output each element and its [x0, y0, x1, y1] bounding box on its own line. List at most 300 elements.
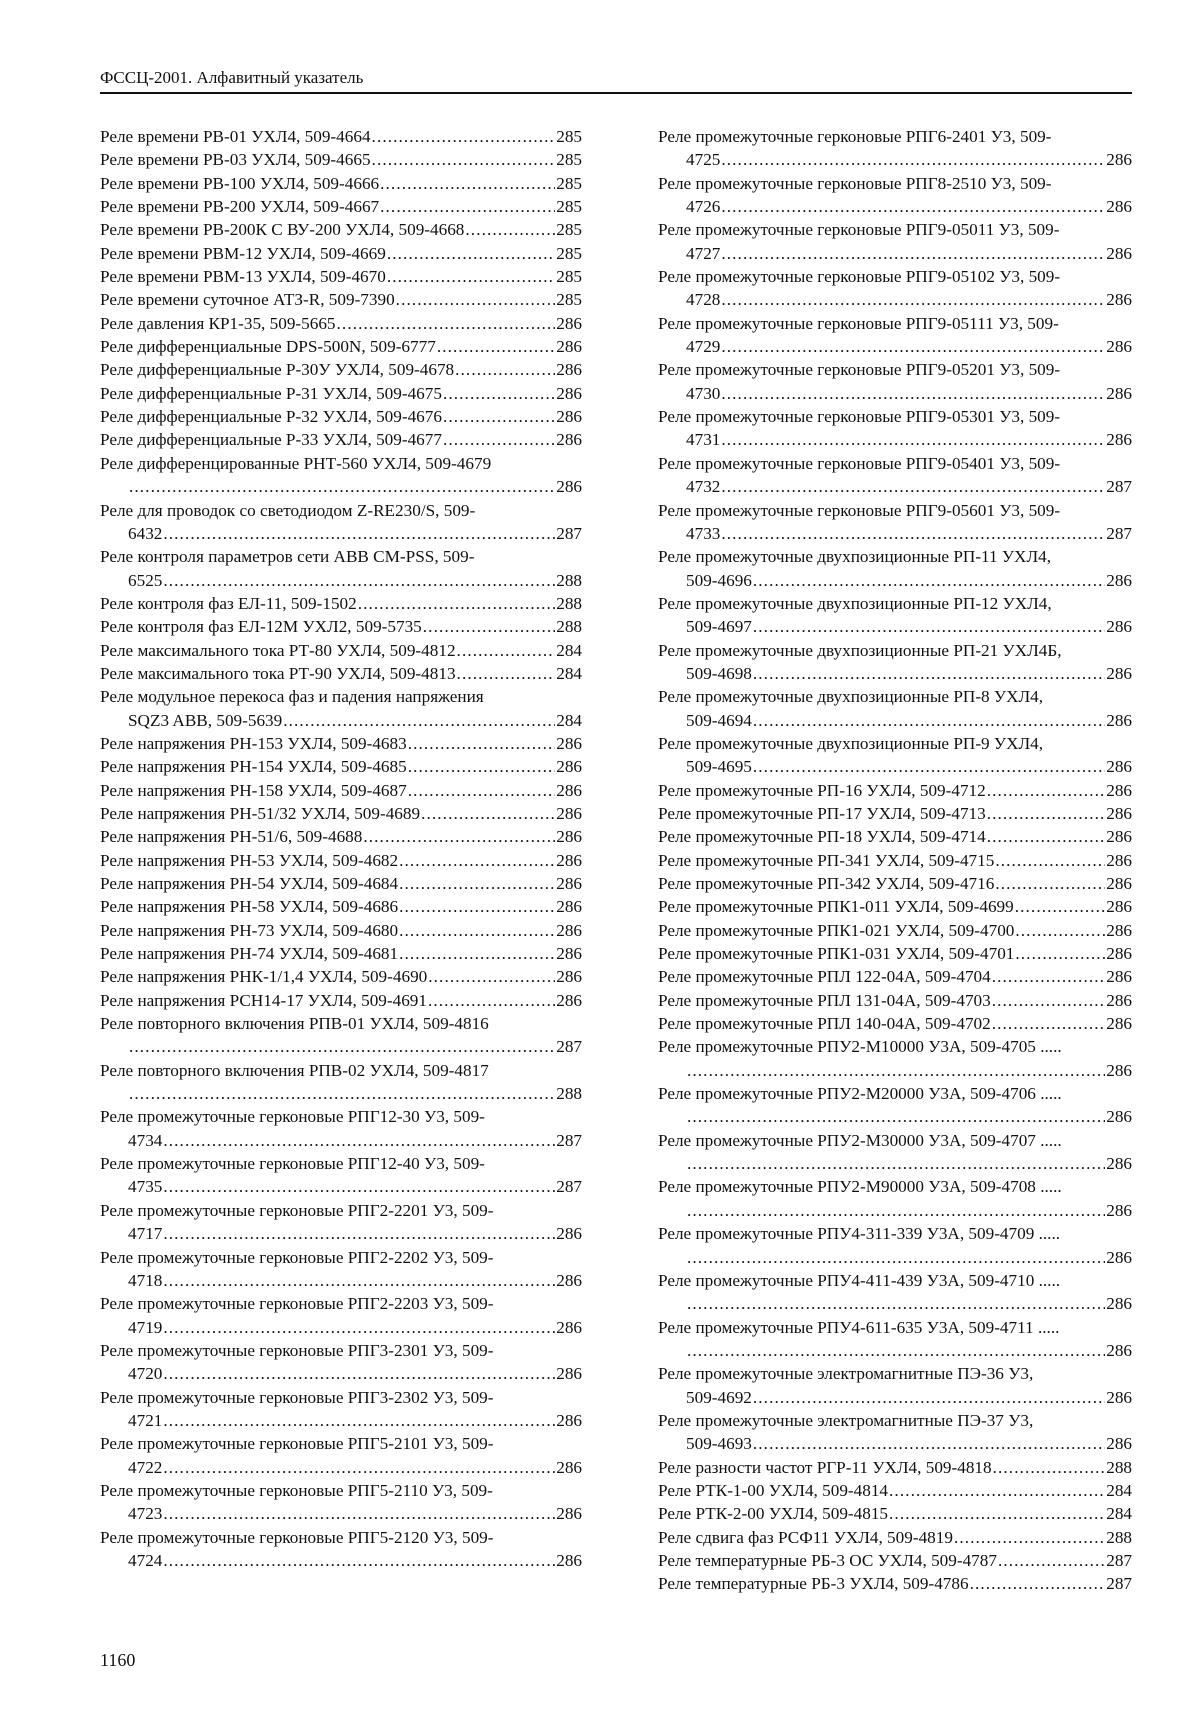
entry-text: Реле дифференциальные Р-31 УХЛ4, 509-4675: [100, 383, 442, 403]
index-entry: [100, 1199, 582, 1246]
entry-line: [658, 475, 1132, 498]
entry-text: 4733: [686, 523, 721, 543]
entry-line: [100, 265, 582, 288]
entry-page-ref: 286: [1106, 1434, 1132, 1454]
entry-page-ref: 286: [1106, 1107, 1132, 1127]
leader-dots: [721, 522, 1105, 545]
leader-dots: [995, 872, 1105, 895]
index-entry: [658, 499, 1132, 546]
entry-page-ref: 286: [1106, 570, 1132, 590]
leader-dots: [163, 1456, 555, 1479]
index-entry: [658, 125, 1132, 172]
leader-dots: [163, 1222, 555, 1245]
index-entry: [658, 1316, 1132, 1363]
index-entry: [100, 1292, 582, 1339]
entry-page-ref: 286: [1106, 1294, 1132, 1314]
entry-line: [100, 335, 582, 358]
entry-page-ref: 286: [556, 990, 582, 1010]
entry-text: 509-4692: [686, 1387, 752, 1407]
leader-dots: [408, 779, 556, 802]
index-entry: [658, 592, 1132, 639]
entry-page-ref: 285: [556, 150, 582, 170]
entry-line: [100, 989, 582, 1012]
entry-text: SQZ3 ABB, 509-5639: [128, 710, 283, 730]
index-entry: [658, 779, 1132, 802]
entry-page-ref: 286: [556, 733, 582, 753]
index-entry: [100, 499, 582, 546]
entry-text: 4719: [128, 1317, 163, 1337]
entry-text: Реле напряжения РН-158 УХЛ4, 509-4687: [100, 780, 407, 800]
entry-text: Реле промежуточные РПК1-011 УХЛ4, 509-4699: [658, 897, 1014, 917]
entry-line: [100, 592, 582, 615]
entry-line: [658, 1479, 1132, 1502]
entry-text: Реле промежуточные РПЛ 131-04А, 509-4703: [658, 990, 991, 1010]
index-entry: [658, 919, 1132, 942]
entry-page-ref: 286: [1106, 1387, 1132, 1407]
index-entry: [658, 1526, 1132, 1549]
index-entry: [658, 1175, 1132, 1222]
leader-dots: [1015, 919, 1105, 942]
entry-heading: Реле промежуточные электромагнитные ПЭ-37 У3,: [658, 1410, 1034, 1430]
entry-page-ref: 286: [1106, 663, 1132, 683]
index-entry: [100, 1386, 582, 1433]
index-entry: [100, 639, 582, 662]
entry-line: [658, 428, 1132, 451]
entry-heading: Реле промежуточные РПУ2-М30000 У3А, 509-4707 .....: [658, 1130, 1062, 1150]
entry-page-ref: 286: [1106, 967, 1132, 987]
index-column-left: [100, 125, 582, 1572]
leader-dots: [163, 522, 555, 545]
entry-text: 4720: [128, 1364, 163, 1384]
leader-dots: [970, 1572, 1106, 1595]
entry-text: 509-4698: [686, 663, 752, 683]
entry-text: 509-4694: [686, 710, 752, 730]
index-entry: [658, 1549, 1132, 1572]
entry-line: [658, 1502, 1132, 1525]
header-rule: [100, 92, 1132, 94]
entry-line: [658, 335, 1132, 358]
entry-text: Реле РТК-1-00 УХЛ4, 509-4814: [658, 1480, 889, 1500]
leader-dots: [995, 849, 1105, 872]
entry-text: 4725: [686, 150, 721, 170]
entry-line: [658, 1105, 1132, 1128]
entry-heading: Реле промежуточные герконовые РПГ9-05601 У3, 509-: [658, 500, 1061, 520]
index-entry: [100, 405, 582, 428]
entry-heading: Реле промежуточные герконовые РПГ2-2203 У3, 509-: [100, 1294, 494, 1314]
index-entry: [658, 545, 1132, 592]
entry-line: [100, 288, 582, 311]
entry-text: Реле времени РВ-200К С ВУ-200 УХЛ4, 509-4668: [100, 220, 465, 240]
leader-dots: [687, 1059, 1105, 1082]
entry-page-ref: 286: [556, 803, 582, 823]
entry-page-ref: 286: [1106, 383, 1132, 403]
entry-page-ref: 285: [556, 243, 582, 263]
leader-dots: [889, 1502, 1105, 1525]
index-entry: [100, 195, 582, 218]
entry-heading: Реле промежуточные герконовые РПГ3-2302 У3, 509-: [100, 1387, 494, 1407]
index-entry: [100, 685, 582, 732]
index-entry: [100, 1059, 582, 1106]
leader-dots: [372, 148, 556, 171]
entry-heading: Реле промежуточные герконовые РПГ9-05111 У3, 509-: [658, 313, 1059, 333]
entry-line: [658, 1526, 1132, 1549]
running-header: ФССЦ-2001. Алфавитный указатель: [100, 68, 364, 87]
leader-dots: [423, 615, 555, 638]
leader-dots: [687, 1152, 1105, 1175]
entry-line: [100, 895, 582, 918]
index-entry: [100, 1105, 582, 1152]
entry-page-ref: 285: [556, 220, 582, 240]
entry-page-ref: 286: [1106, 874, 1132, 893]
entry-page-ref: 286: [556, 757, 582, 777]
leader-dots: [399, 849, 555, 872]
entry-text: Реле времени РВ-03 УХЛ4, 509-4665: [100, 150, 371, 170]
entry-text: Реле напряжения РН-153 УХЛ4, 509-4683: [100, 733, 407, 753]
entry-line: [100, 639, 582, 662]
index-entry: [658, 1456, 1132, 1479]
index-entry: [100, 545, 582, 592]
entry-text: Реле дифференциальные Р-30У УХЛ4, 509-4678: [100, 360, 455, 380]
index-entry: [658, 1012, 1132, 1035]
leader-dots: [721, 335, 1105, 358]
entry-page-ref: 286: [556, 1410, 582, 1430]
index-entry: [658, 872, 1132, 895]
entry-text: 4729: [686, 337, 721, 357]
entry-page-ref: 286: [556, 1317, 582, 1337]
entry-page-ref: 285: [556, 267, 582, 287]
index-entry: [100, 942, 582, 965]
leader-dots: [721, 195, 1105, 218]
entry-page-ref: 286: [1106, 803, 1132, 823]
entry-text: Реле дифференциальные DPS-500N, 509-6777: [100, 337, 436, 357]
entry-page-ref: 286: [1106, 827, 1132, 847]
entry-page-ref: 284: [556, 710, 582, 730]
entry-line: [100, 242, 582, 265]
index-entry: [658, 895, 1132, 918]
index-entry: [100, 755, 582, 778]
entry-page-ref: 286: [1106, 243, 1132, 263]
entry-line: [100, 662, 582, 685]
entry-line: [658, 779, 1132, 802]
entry-page-ref: 286: [556, 407, 582, 427]
leader-dots: [687, 1199, 1105, 1222]
index-entry: [100, 732, 582, 755]
entry-text: Реле времени РВ-200 УХЛ4, 509-4667: [100, 197, 380, 217]
index-entry: [100, 288, 582, 311]
index-entry: [658, 1129, 1132, 1176]
leader-dots: [163, 569, 555, 592]
entry-text: 509-4697: [686, 617, 752, 637]
entry-page-ref: 286: [556, 430, 582, 450]
leader-dots: [163, 1502, 555, 1525]
entry-line: [658, 942, 1132, 965]
entry-heading: Реле промежуточные РПУ4-311-339 У3А, 509-4709 .....: [658, 1224, 1061, 1244]
index-entry: [658, 452, 1132, 499]
entry-line: [100, 942, 582, 965]
index-entry: [100, 125, 582, 148]
leader-dots: [421, 802, 555, 825]
entry-heading: Реле промежуточные электромагнитные ПЭ-36 У3,: [658, 1364, 1034, 1384]
entry-line: [100, 569, 582, 592]
index-entry: [658, 639, 1132, 686]
index-entry: [658, 802, 1132, 825]
entry-line: [658, 615, 1132, 638]
leader-dots: [721, 382, 1105, 405]
entry-page-ref: 286: [556, 477, 582, 497]
entry-heading: Реле промежуточные герконовые РПГ9-05301 У3, 509-: [658, 407, 1061, 427]
entry-page-ref: 288: [556, 570, 582, 590]
entry-heading: Реле промежуточные герконовые РПГ6-2401 У3, 509-: [658, 127, 1052, 146]
leader-dots: [399, 942, 555, 965]
entry-line: [100, 732, 582, 755]
leader-dots: [987, 825, 1105, 848]
entry-line: [100, 1316, 582, 1339]
entry-page-ref: 286: [1106, 920, 1132, 940]
entry-page-ref: 286: [556, 1270, 582, 1290]
entry-text: Реле промежуточные РП-17 УХЛ4, 509-4713: [658, 803, 986, 823]
entry-text: Реле контроля фаз ЕЛ-11, 509-1502: [100, 593, 357, 613]
entry-line: [658, 849, 1132, 872]
leader-dots: [457, 639, 556, 662]
index-entry: [658, 1222, 1132, 1269]
entry-page-ref: 287: [556, 1130, 582, 1150]
leader-dots: [443, 405, 555, 428]
entry-heading: Реле для проводок со светодиодом Z-RE230/S, 509-: [100, 500, 476, 520]
entry-page-ref: 286: [1106, 197, 1132, 217]
entry-heading: Реле промежуточные герконовые РПГ2-2202 У3, 509-: [100, 1247, 494, 1267]
index-entry: [658, 825, 1132, 848]
entry-line: [100, 522, 582, 545]
leader-dots: [163, 1362, 555, 1385]
entry-page-ref: 286: [556, 967, 582, 987]
entry-line: [658, 755, 1132, 778]
entry-page-ref: 286: [1106, 990, 1132, 1010]
entry-line: [658, 1012, 1132, 1035]
entry-heading: Реле промежуточные герконовые РПГ9-05102 У3, 509-: [658, 267, 1061, 287]
index-entry: [658, 849, 1132, 872]
index-entry: [100, 172, 582, 195]
entry-page-ref: 286: [556, 337, 582, 357]
index-entry: [658, 989, 1132, 1012]
entry-text: Реле напряжения РН-51/32 УХЛ4, 509-4689: [100, 803, 421, 823]
leader-dots: [387, 265, 555, 288]
leader-dots: [163, 1129, 555, 1152]
index-entry: [658, 1082, 1132, 1129]
entry-line: [658, 662, 1132, 685]
entry-line: [658, 1339, 1132, 1362]
index-entry: [100, 428, 582, 451]
leader-dots: [380, 172, 555, 195]
entry-text: Реле максимального тока РТ-80 УХЛ4, 509-4812: [100, 640, 456, 660]
index-entry: [100, 965, 582, 988]
index-entry: [658, 1479, 1132, 1502]
index-entry: [658, 1409, 1132, 1456]
entry-line: [100, 615, 582, 638]
entry-text: Реле сдвига фаз РСФ11 УХЛ4, 509-4819: [658, 1527, 953, 1547]
entry-text: Реле промежуточные РП-341 УХЛ4, 509-4715: [658, 850, 995, 870]
entry-line: [100, 1549, 582, 1572]
leader-dots: [721, 148, 1105, 171]
entry-line: [100, 919, 582, 942]
index-entry: [100, 662, 582, 685]
index-entry: [100, 779, 582, 802]
entry-text: Реле промежуточные РП-342 УХЛ4, 509-4716: [658, 874, 995, 893]
leader-dots: [992, 989, 1105, 1012]
entry-text: Реле напряжения РН-54 УХЛ4, 509-4684: [100, 874, 399, 893]
index-entry: [100, 148, 582, 171]
leader-dots: [163, 1269, 555, 1292]
entry-line: [658, 1292, 1132, 1315]
entry-page-ref: 286: [556, 920, 582, 940]
leader-dots: [372, 125, 556, 148]
entry-text: Реле напряжения РН-53 УХЛ4, 509-4682: [100, 850, 399, 870]
index-entry: [100, 335, 582, 358]
entry-page-ref: 286: [1106, 1060, 1132, 1080]
entry-page-ref: 286: [556, 827, 582, 847]
leader-dots: [687, 1292, 1105, 1315]
entry-line: [100, 1175, 582, 1198]
index-entry: [658, 265, 1132, 312]
entry-page-ref: 286: [1106, 710, 1132, 730]
index-entry: [100, 312, 582, 335]
entry-page-ref: 286: [1106, 430, 1132, 450]
entry-line: [100, 779, 582, 802]
entry-heading: Реле модульное перекоса фаз и падения напряжения: [100, 687, 484, 707]
entry-line: [100, 358, 582, 381]
entry-line: [100, 1222, 582, 1245]
entry-text: Реле времени суточное АТЗ-R, 509-7390: [100, 290, 395, 310]
leader-dots: [428, 989, 555, 1012]
entry-page-ref: 286: [556, 1224, 582, 1244]
entry-line: [658, 1386, 1132, 1409]
entry-heading: Реле промежуточные герконовые РПГ5-2120 У3, 509-: [100, 1527, 494, 1547]
entry-text: 4727: [686, 243, 721, 263]
leader-dots: [1015, 942, 1105, 965]
leader-dots: [753, 662, 1105, 685]
leader-dots: [163, 1409, 555, 1432]
leader-dots: [721, 428, 1105, 451]
index-entry: [658, 1502, 1132, 1525]
leader-dots: [753, 709, 1105, 732]
leader-dots: [455, 358, 555, 381]
entry-line: [658, 288, 1132, 311]
entry-line: [658, 242, 1132, 265]
entry-text: Реле температурные РБ-3 ОС УХЛ4, 509-4787: [658, 1550, 997, 1570]
entry-line: [100, 802, 582, 825]
entry-text: Реле напряжения РН-73 УХЛ4, 509-4680: [100, 920, 399, 940]
entry-heading: Реле промежуточные РПУ4-411-439 У3А, 509-4710 .....: [658, 1270, 1061, 1290]
entry-line: [658, 522, 1132, 545]
entry-page-ref: 286: [1106, 1340, 1132, 1360]
entry-page-ref: 286: [1106, 780, 1132, 800]
index-entry: [100, 849, 582, 872]
leader-dots: [753, 615, 1105, 638]
leader-dots: [163, 1316, 555, 1339]
index-entry: [658, 1572, 1132, 1595]
index-entry: [658, 405, 1132, 452]
leader-dots: [1015, 895, 1105, 918]
entry-page-ref: 286: [556, 780, 582, 800]
index-entry: [658, 685, 1132, 732]
leader-dots: [721, 242, 1105, 265]
leader-dots: [129, 475, 555, 498]
entry-page-ref: 284: [556, 640, 582, 660]
entry-line: [658, 709, 1132, 732]
index-entry: [100, 989, 582, 1012]
entry-line: [658, 1549, 1132, 1572]
entry-text: 6432: [128, 523, 163, 543]
entry-heading: Реле промежуточные двухпозиционные РП-9 УХЛ4,: [658, 733, 1044, 753]
entry-text: Реле промежуточные РПК1-021 УХЛ4, 509-4700: [658, 920, 1015, 940]
leader-dots: [753, 569, 1105, 592]
entry-line: [658, 872, 1132, 895]
entry-text: Реле напряжения РНК-1/1,4 УХЛ4, 509-4690: [100, 967, 428, 987]
leader-dots: [380, 195, 555, 218]
entry-text: Реле максимального тока РТ-90 УХЛ4, 509-4813: [100, 663, 456, 683]
leader-dots: [954, 1526, 1105, 1549]
entry-line: [658, 1059, 1132, 1082]
entry-line: [100, 1035, 582, 1058]
entry-page-ref: 287: [556, 523, 582, 543]
entry-text: Реле промежуточные РПЛ 140-04А, 509-4702: [658, 1014, 991, 1034]
entry-page-ref: 286: [1106, 150, 1132, 170]
entry-text: 4723: [128, 1504, 163, 1524]
entry-page-ref: 285: [556, 127, 582, 146]
entry-text: Реле промежуточные РП-18 УХЛ4, 509-4714: [658, 827, 986, 847]
entry-text: 4718: [128, 1270, 163, 1290]
entry-text: 4731: [686, 430, 721, 450]
entry-text: 4726: [686, 197, 721, 217]
entry-text: Реле разности частот РГР-11 УХЛ4, 509-4818: [658, 1457, 992, 1477]
leader-dots: [363, 825, 555, 848]
entry-heading: Реле промежуточные двухпозиционные РП-11 УХЛ4,: [658, 547, 1052, 567]
index-entry: [100, 895, 582, 918]
entry-page-ref: 285: [556, 173, 582, 193]
entry-line: [100, 125, 582, 148]
leader-dots: [465, 218, 555, 241]
entry-text: Реле дифференциальные Р-32 УХЛ4, 509-4676: [100, 407, 442, 427]
leader-dots: [358, 592, 555, 615]
leader-dots: [337, 312, 556, 335]
entry-page-ref: 288: [556, 1084, 582, 1104]
entry-heading: Реле промежуточные герконовые РПГ5-2110 У3, 509-: [100, 1480, 493, 1500]
entry-page-ref: 287: [1106, 1574, 1132, 1594]
entry-page-ref: 286: [556, 897, 582, 917]
entry-page-ref: 286: [1106, 944, 1132, 964]
entry-text: 509-4695: [686, 757, 752, 777]
entry-page-ref: 286: [556, 874, 582, 893]
entry-page-ref: 286: [1106, 897, 1132, 917]
entry-page-ref: 286: [556, 1504, 582, 1524]
leader-dots: [753, 1386, 1105, 1409]
index-entry: [100, 242, 582, 265]
entry-text: 509-4696: [686, 570, 752, 590]
index-entry: [658, 1269, 1132, 1316]
entry-page-ref: 286: [556, 1364, 582, 1384]
entry-text: 4717: [128, 1224, 163, 1244]
entry-line: [658, 195, 1132, 218]
entry-page-ref: 285: [556, 197, 582, 217]
entry-page-ref: 285: [556, 290, 582, 310]
entry-page-ref: 286: [1106, 757, 1132, 777]
leader-dots: [687, 1339, 1105, 1362]
leader-dots: [721, 475, 1105, 498]
entry-text: Реле дифференциальные Р-33 УХЛ4, 509-4677: [100, 430, 442, 450]
index-entry: [100, 872, 582, 895]
entry-heading: Реле промежуточные герконовые РПГ9-05401 У3, 509-: [658, 453, 1061, 473]
entry-text: 509-4693: [686, 1434, 752, 1454]
entry-page-ref: 286: [1106, 1200, 1132, 1220]
